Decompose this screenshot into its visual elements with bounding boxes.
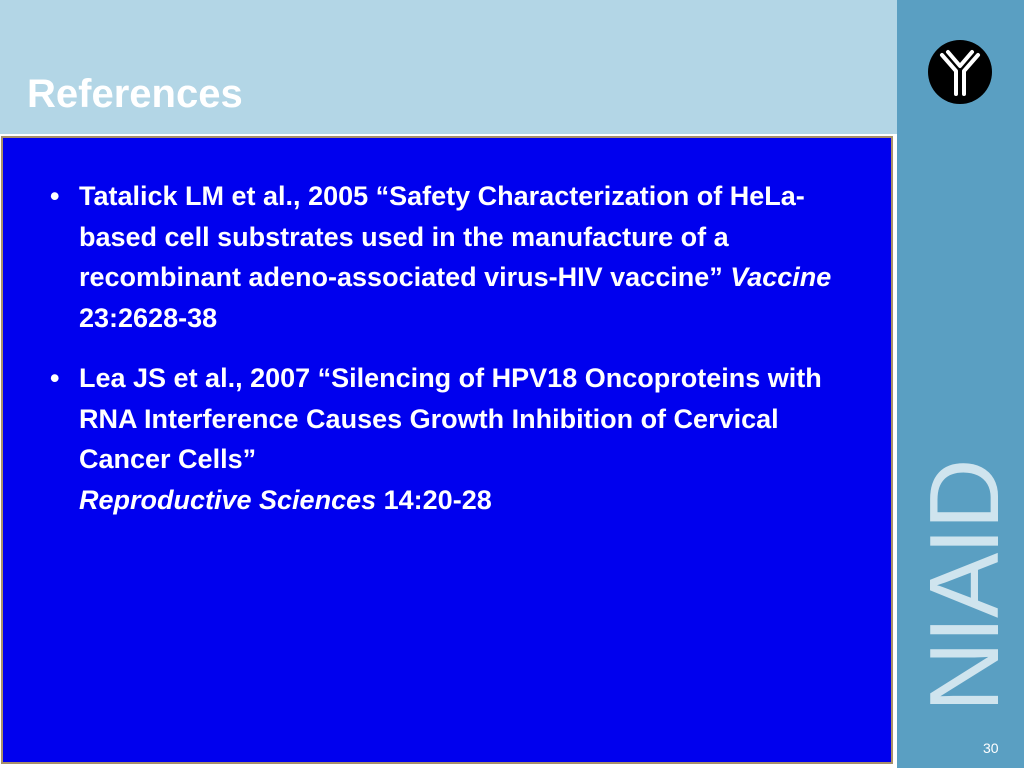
reference-citation: Lea JS et al., 2007 “Silencing of HPV18 Oncoproteins with RNA Interference Causes Growth Inhibition of Cervical Cancer Cells”	[79, 363, 822, 474]
reference-pages: 23:2628-38	[79, 302, 218, 333]
antibody-y-logo-icon	[928, 40, 992, 104]
reference-journal: Reproductive Sciences	[79, 484, 377, 515]
page-number: 30	[983, 740, 999, 756]
reference-journal: Vaccine	[730, 262, 832, 292]
references-list	[50, 176, 870, 540]
niaid-wordmark: NIAID	[909, 460, 1019, 712]
reference-pages: 14:20-28	[383, 484, 492, 515]
slide-title: References	[27, 72, 243, 116]
reference-citation: Tatalick LM et al., 2005 “Safety Characterization of HeLa-based cell substrates used in the manufacture of a recombinant adeno-associated virus-HIV vaccine”	[79, 181, 805, 292]
reference-item-1	[50, 176, 870, 338]
reference-item-2	[50, 358, 870, 520]
bullet-marker: •	[50, 181, 60, 211]
bullet-marker: •	[50, 363, 60, 393]
